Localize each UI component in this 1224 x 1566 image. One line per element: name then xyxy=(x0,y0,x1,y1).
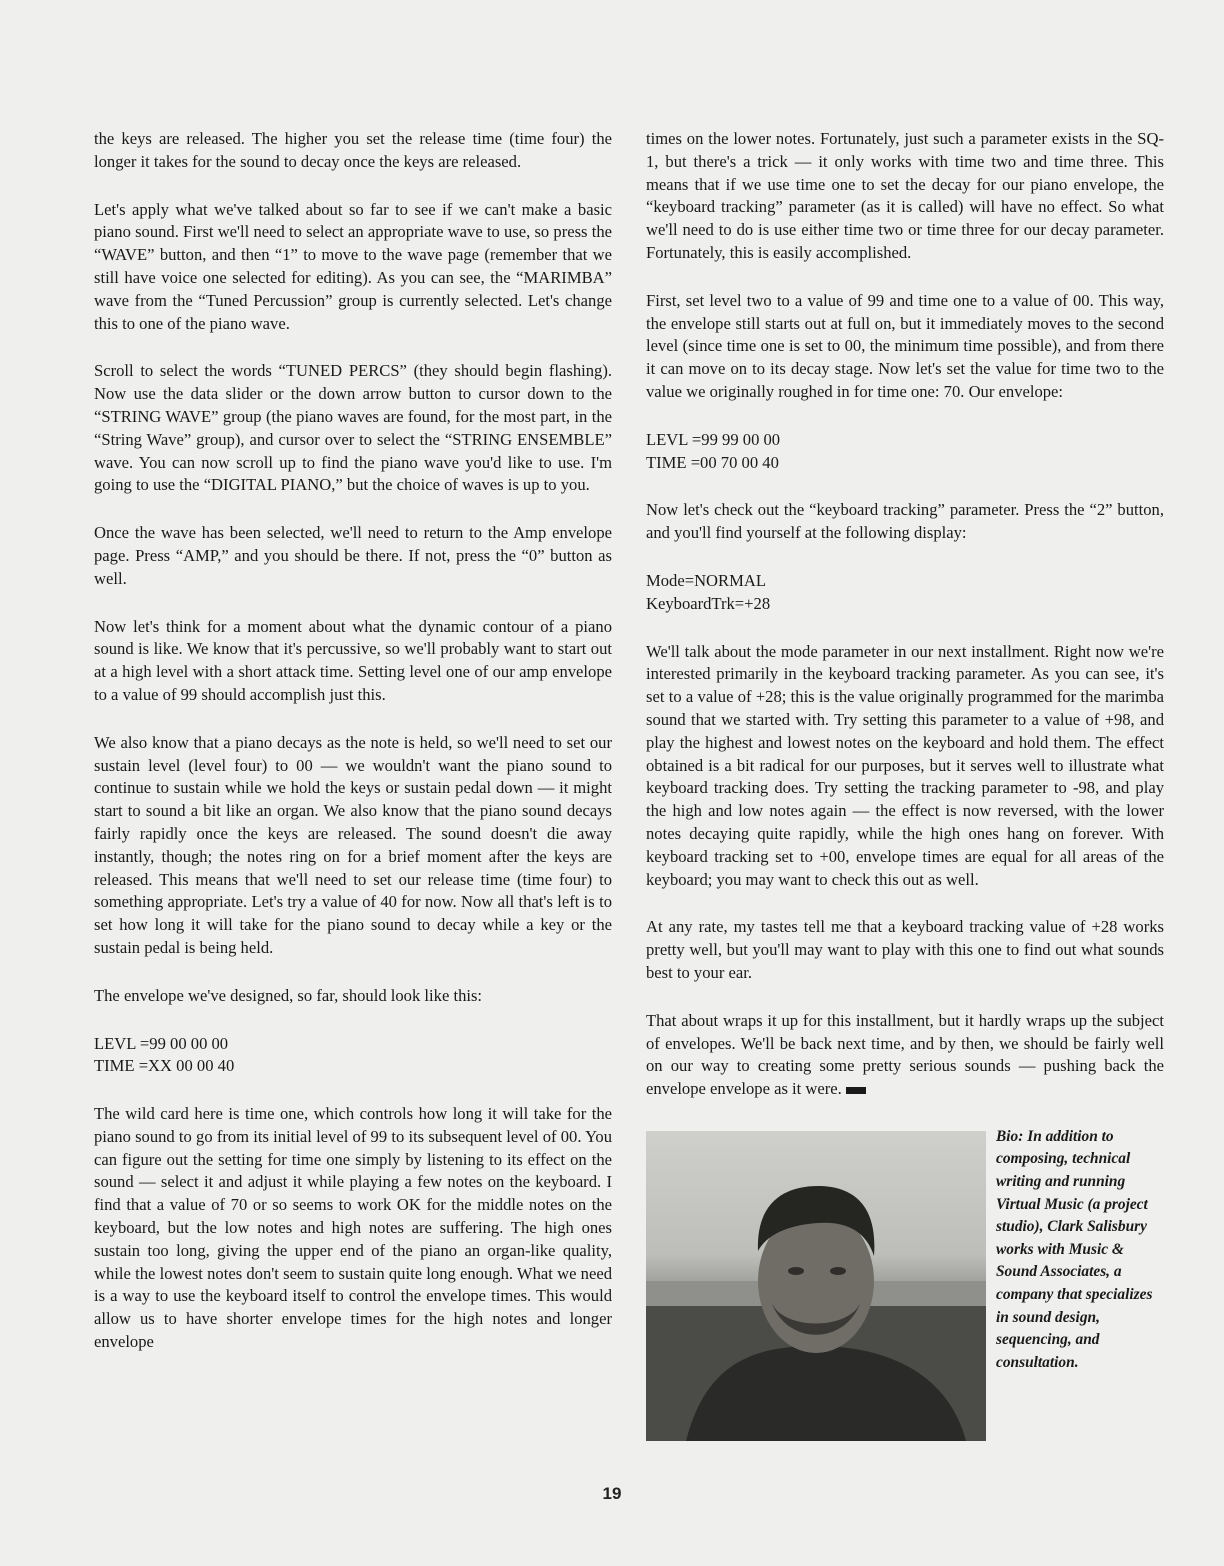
code-line: LEVL =99 00 00 00 xyxy=(94,1033,229,1053)
envelope-listing xyxy=(646,429,1164,475)
code-line: KeyboardTrk=+28 xyxy=(646,593,771,613)
code-line: TIME =00 70 00 40 xyxy=(646,452,779,472)
paragraph: The wild card here is time one, which controls how long it will take for the piano sound to go from its initial level of 99 to its subsequent level of 00. You can figure out the setting for time one simply by listening to its effect on the sound — select it and adjust it while playing a few notes on the keyboard. I find that a value of 70 or so seems to work OK for the middle notes on the keyboard, but the low notes and high notes are suffering. The high ones sustain too long, giving the upper end of the piano an organ-like quality, while the lowest notes don't seem to sustain quite long enough. What we need is a way to use the keyboard itself to control the envelope times. This would allow us to have shorter envelope times for the high notes and longer envelope xyxy=(94,1104,612,1352)
paragraph: Now let's check out the “keyboard tracking” parameter. Press the “2” button, and you'll find yourself at the following display: xyxy=(646,500,1164,543)
paragraph: At any rate, my tastes tell me that a keyboard tracking value of +28 works pretty well, but you'll may want to play with this one to find out what sounds best to your ear. xyxy=(646,917,1164,982)
author-photo xyxy=(646,1131,986,1441)
end-mark-icon xyxy=(846,1087,866,1094)
code-line: Mode=NORMAL xyxy=(646,570,766,590)
paragraph: the keys are released. The higher you set the release time (time four) the longer it takes for the sound to decay once the keys are released. xyxy=(94,129,612,171)
code-line: TIME =XX 00 00 40 xyxy=(94,1056,235,1076)
paragraph: Let's apply what we've talked about so far to see if we can't make a basic piano sound. First we'll need to select an appropriate wave to use, so press the “WAVE” button, and then “1” to move to the wave page (remember that we still have voice one selected for editing). As you can see, the “MARIMBA” wave from the “Tuned Percussion” group is currently selected. Let's change this to one of the piano wave. xyxy=(94,199,612,333)
paragraph: First, set level two to a value of 99 and time one to a value of 00. This way, the envelope still starts out at full on, but it immediately moves to the second level (since time one is set to 00, the minimum time possible), and from there it can move on to its decay stage. Now let's set the value for time two to the value we originally roughed in for time one: 70. Our envelope: xyxy=(646,290,1164,401)
paragraph: Now let's think for a moment about what the dynamic contour of a piano sound is like. We know that it's percussive, so we'll probably want to start out at a high level with a short attack time. Setting level one of our amp envelope to a value of 99 should accomplish just this. xyxy=(94,616,612,704)
paragraph: The envelope we've designed, so far, should look like this: xyxy=(94,985,483,1005)
left-column xyxy=(94,128,612,1379)
author-portrait-icon xyxy=(646,1131,986,1441)
paragraph: We also know that a piano decays as the note is held, so we'll need to set our sustain level (level four) to 00 — we wouldn't want the piano sound to continue to sustain while we hold the keys or sustain pedal down — it might start to sound a bit like an organ. We also know that the piano sound decays fairly rapidly once the keys are released. The sound doesn't die away instantly, though; the notes ring on for a brief moment after the keys are released. This means that we'll need to set our release time (time four) to something appropriate. Let's try a value of 40 for now. Now all that's left is to set how long it will take for the piano sound to decay while a key or the sustain pedal is being held. xyxy=(94,732,612,957)
paragraph: Once the wave has been selected, we'll need to return to the Amp envelope page. Press “AMP,” and you should be there. If not, press the “0” button as well. xyxy=(94,523,612,588)
closing-text: That about wraps it up for this installment, but it hardly wraps up the subject of envelopes. We'll be back next time, and by then, we should be fairly well on our way to creating some pretty serious sounds — pushing back the envelope envelope as it were. xyxy=(646,1010,1164,1099)
author-bio: Bio: In addition to composing, technical writing and running Virtual Music (a project studio), Clark Salisbury works with Music & Sound Associates, a company that specializes in sound design, sequencing, and consultation. xyxy=(996,1127,1153,1371)
right-column xyxy=(646,128,1164,1446)
closing-paragraph xyxy=(646,1010,1164,1101)
paragraph: times on the lower notes. Fortunately, just such a parameter exists in the SQ-1, but there's a trick — it only works with time two and time three. This means that if we use time one to set the decay for our piano envelope, the “keyboard tracking” parameter (as it is called) will have no effect. So what we'll need to do is use either time two or time three for our decay parameter. Fortunately, this is easily accomplished. xyxy=(646,129,1164,262)
paragraph: We'll talk about the mode parameter in our next installment. Right now we're interested primarily in the keyboard tracking parameter. As you can see, it's set to a value of +28; this is the value originally programmed for the marimba sound that we started with. Try setting this parameter to a value of +98, and play the highest and lowest notes on the keyboard and hold them. The effect obtained is a bit radical for our purposes, but it serves well to illustrate what keyboard tracking does. Try setting the tracking parameter to -98, and play the high and low notes again — the effect is now reversed, with the lower notes decaying quite rapidly, while the high ones hang on forever. With keyboard tracking set to +00, envelope times are equal for all areas of the keyboard; you may want to check this out as well. xyxy=(646,641,1164,889)
author-bio-block xyxy=(646,1126,1164,1446)
page-number: 19 xyxy=(602,1484,622,1503)
code-line: LEVL =99 99 00 00 xyxy=(646,429,781,449)
paragraph: Scroll to select the words “TUNED PERCS” (they should begin flashing). Now use the data slider or the down arrow button to cursor down to the “STRING WAVE” group (the piano waves are found, for the most part, in the “String Wave” group), and cursor over to select the “STRING ENSEMBLE” wave. You can now scroll up to find the piano wave you'd like to use. I'm going to use the “DIGITAL PIANO,” but the choice of waves is up to you. xyxy=(94,361,612,495)
display-listing xyxy=(646,570,1164,616)
envelope-listing xyxy=(94,1033,612,1079)
